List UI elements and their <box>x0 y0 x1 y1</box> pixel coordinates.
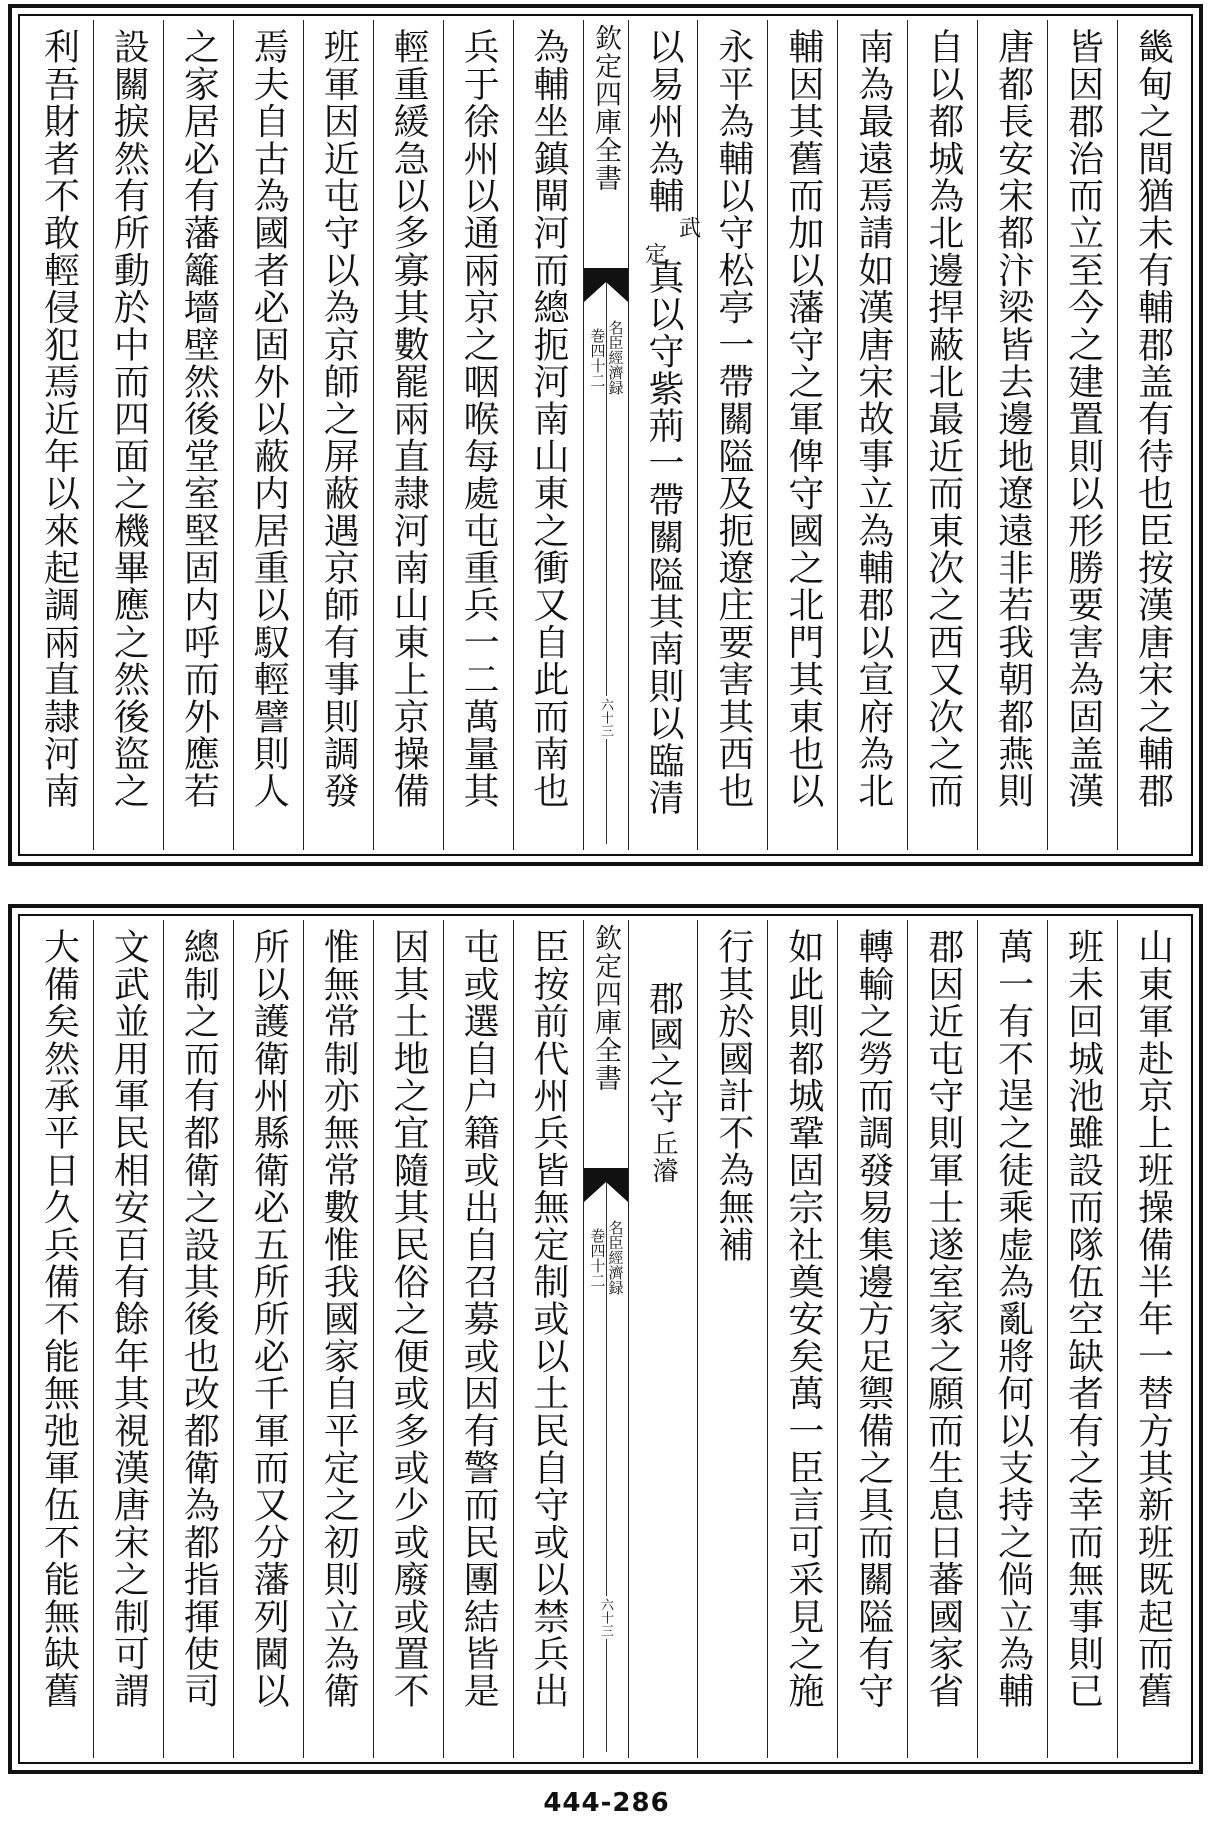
text-column <box>1117 920 1187 1758</box>
text-column <box>24 20 93 850</box>
column-text: 山東軍赴京上班操備半年一替方其新班既起而舊 <box>1132 928 1174 1710</box>
text-column <box>837 20 907 850</box>
fold-spine <box>583 920 628 1758</box>
column-text: 輔因其舊而加以藩守之軍俾守國之北門其東也以 <box>782 28 824 810</box>
fold-page-number: 六十三 <box>598 1598 613 1637</box>
text-column <box>907 20 977 850</box>
column-text: 皆因郡治而立至今之建置則以形勝要害為固盖漢 <box>1062 28 1104 810</box>
column-text: 輕重緩急以多寡其數罷兩直隷河南山東上京操備 <box>388 28 430 810</box>
page-number: 444-286 <box>543 1788 670 1818</box>
text-column <box>697 920 767 1758</box>
text-column <box>1047 920 1117 1758</box>
text-column <box>163 920 233 1758</box>
section-title: 郡國之守 <box>643 980 684 1125</box>
column-text: 為輔坐鎮閘河而總扼河南山東之衝又自此而南也 <box>528 28 570 810</box>
text-column <box>977 920 1047 1758</box>
text-column <box>233 20 303 850</box>
text-column <box>163 20 233 850</box>
text-column <box>697 20 767 850</box>
fold-page-number: 六十三 <box>598 698 613 737</box>
text-column <box>1047 20 1117 850</box>
text-column <box>233 920 303 1758</box>
text-column <box>373 920 443 1758</box>
column-text: 焉夫自古為國者必固外以蔽内居重以馭輕譬則人 <box>248 28 290 810</box>
text-column <box>443 20 513 850</box>
fold-volume: 巻四十二 <box>588 1228 607 1288</box>
small-annotation: 定 <box>641 242 667 265</box>
column-text: 郡因近屯守則軍士遂室家之願而生息日蕃國家省 <box>922 928 964 1710</box>
column-text: 萬一有不逞之徒乘虚為亂將何以支持之倘立為輔 <box>992 928 1034 1710</box>
text-column <box>767 920 837 1758</box>
text-column <box>24 920 93 1758</box>
text-column <box>443 920 513 1758</box>
column-text: 設關捩然有所動於中而四面之機畢應之然後盜之 <box>108 28 150 810</box>
text-column <box>303 920 373 1758</box>
column-text: 真以守紫荊一帶關隘其南則以臨清 <box>642 258 684 816</box>
top-page <box>8 4 1203 866</box>
column-text: 文武並用軍民相安百有餘年其視漢唐宋之制可謂 <box>108 928 150 1710</box>
text-column-annotated <box>628 20 701 850</box>
text-column <box>373 20 443 850</box>
column-text: 南為最遠焉請如漢唐宋故事立為輔郡以宣府為北 <box>852 28 894 810</box>
column-text: 大備矣然承平日久兵備不能無弛軍伍不能無缺舊 <box>38 928 80 1710</box>
fold-book-name: 名臣經濟録 <box>606 1220 625 1295</box>
column-text: 班軍因近屯守以為京師之屏蔽遇京師有事則調發 <box>318 28 360 810</box>
fold-book-name: 名臣經濟録 <box>606 320 625 395</box>
fold-title: 欽定四庫全書 <box>590 924 621 1092</box>
column-text: 之家居必有藩籬墻壁然後堂室堅固内呼而外應若 <box>178 28 220 810</box>
text-column <box>837 920 907 1758</box>
column-text: 自以都城為北邊捍蔽北最近而東次之西又次之而 <box>922 28 964 810</box>
text-column <box>977 20 1047 850</box>
column-text: 唐都長安宋都汴梁皆去邊地遼遠非若我朝都燕則 <box>992 28 1034 810</box>
column-text: 行其於國計不為無補 <box>712 928 754 1263</box>
small-annotation: 武 <box>675 216 701 239</box>
column-text: 因其土地之宜隨其民俗之便或多或少或廢或置不 <box>388 928 430 1710</box>
text-column <box>513 920 583 1758</box>
column-text: 轉輸之勞而調發易集邊方足禦備之具而關隘有守 <box>852 928 894 1710</box>
column-text: 班未回城池雖設而隊伍空缺者有之幸而無事則已 <box>1062 928 1104 1710</box>
fold-spine <box>583 20 628 850</box>
text-column <box>303 20 373 850</box>
column-text: 所以護衛州縣衛必五所所必千軍而又分藩列閫以 <box>248 928 290 1710</box>
column-text: 兵于徐州以通兩京之咽喉每處屯重兵一二萬量其 <box>458 28 500 810</box>
column-text: 如此則都城鞏固宗社奠安矣萬一臣言可采見之施 <box>782 928 824 1710</box>
section-author: 丘濬 <box>647 1130 678 1184</box>
text-column <box>93 920 163 1758</box>
text-column <box>1117 20 1187 850</box>
column-text: 臣按前代州兵皆無定制或以土民自守或以禁兵出 <box>528 928 570 1710</box>
bottom-columns <box>24 920 1187 1758</box>
text-column <box>907 920 977 1758</box>
column-text: 惟無常制亦無常數惟我國家自平定之初則立為衛 <box>318 928 360 1710</box>
text-column <box>513 20 583 850</box>
text-column <box>767 20 837 850</box>
column-text: 屯或選自户籍或出自召募或因有警而民團結皆是 <box>458 928 500 1710</box>
column-text: 畿甸之間猶未有輔郡盖有待也臣按漢唐宋之輔郡 <box>1132 28 1174 810</box>
fold-title: 欽定四庫全書 <box>590 24 621 192</box>
column-text: 利吾財者不敢輕侵犯焉近年以來起調兩直隷河南 <box>38 28 80 810</box>
column-text: 永平為輔以守松亭一帶關隘及扼遼庄要害其西也 <box>712 28 754 810</box>
text-column <box>93 20 163 850</box>
bottom-page <box>8 904 1203 1774</box>
fold-volume: 巻四十二 <box>588 328 607 388</box>
column-text: 總制之而有都衛之設其後也改都衛為都指揮使司 <box>178 928 220 1710</box>
top-columns <box>24 20 1187 850</box>
column-text: 以易州為輔 <box>642 28 684 214</box>
section-heading-column <box>628 920 698 1758</box>
